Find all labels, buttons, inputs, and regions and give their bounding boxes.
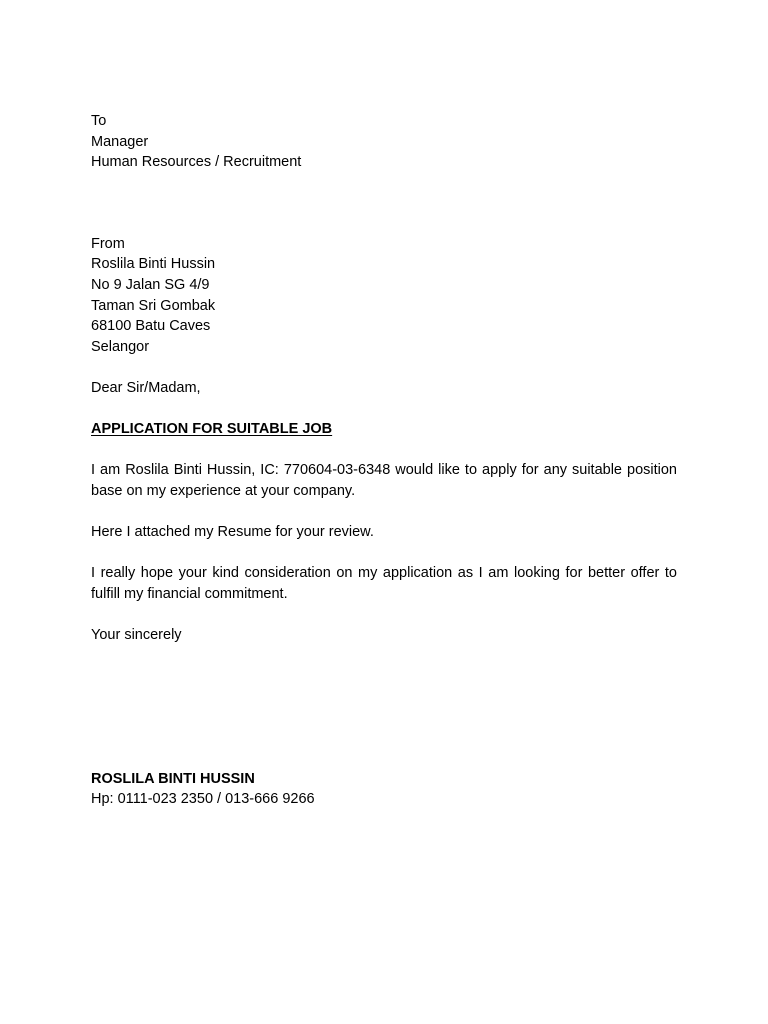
recipient-title: Manager [91, 133, 149, 150]
spacer [91, 399, 677, 420]
spacer [91, 173, 677, 234]
letter-subject: APPLICATION FOR SUITABLE JOB [91, 421, 333, 438]
closing: Your sincerely [91, 627, 182, 644]
body-paragraph: I really hope your kind consideration on my application as I am looking for better offer to fulfill my financial commitment. [91, 565, 677, 602]
sender-name: Roslila Binti Hussin [91, 256, 216, 273]
to-label: To [91, 113, 107, 129]
sender-address-line: No 9 Jalan SG 4/9 [91, 276, 210, 293]
spacer [91, 543, 677, 564]
spacer [91, 357, 677, 378]
recipient-department: Human Resources / Recruitment [91, 154, 302, 171]
sender-block [91, 234, 677, 358]
recipient-block [91, 111, 677, 173]
body-paragraph: Here I attached my Resume for your review. [91, 524, 374, 541]
signature-name: ROSLILA BINTI HUSSIN [91, 770, 255, 787]
signature-block [91, 769, 677, 810]
from-label: From [91, 235, 125, 252]
spacer [91, 502, 677, 523]
sender-address-line: Taman Sri Gombak [91, 297, 216, 314]
signature-phone: Hp: 0111-023 2350 / 013-666 9266 [91, 791, 315, 808]
signature-space [91, 646, 677, 769]
salutation: Dear Sir/Madam, [91, 379, 201, 396]
spacer [91, 604, 677, 625]
sender-address-line: 68100 Batu Caves [91, 318, 211, 335]
spacer [91, 440, 677, 461]
sender-address-line: Selangor [91, 338, 150, 355]
body-paragraph: I am Roslila Binti Hussin, IC: 770604-03-6348 would like to apply for any suitable position base on my experience at your company. [91, 462, 677, 499]
letter-page [91, 111, 677, 810]
